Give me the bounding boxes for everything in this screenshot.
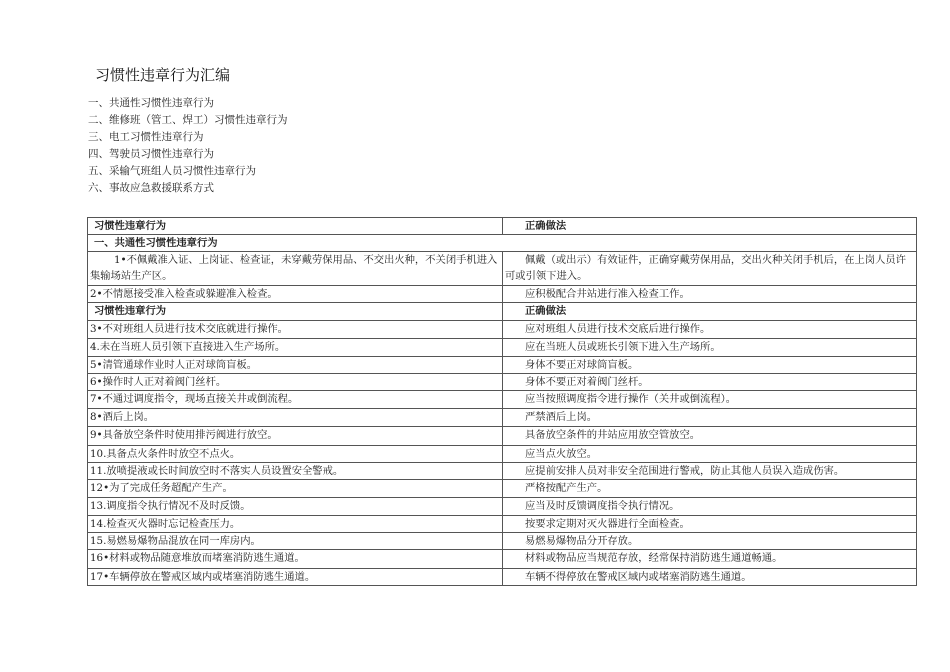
correct-cell: 应对班组人员进行技术交底后进行操作。 [503, 321, 917, 339]
correct-cell: 严格按配产生产。 [503, 480, 917, 498]
header-violation: 习惯性违章行为 [88, 303, 503, 321]
table-row [88, 533, 917, 550]
toc-item: 四、驾驶员习惯性违章行为 [88, 148, 214, 160]
correct-cell: 易燃易爆物品分开存放。 [503, 533, 917, 550]
table-row [88, 446, 917, 463]
violation-cell: 3•不对班组人员进行技术交底就进行操作。 [88, 321, 503, 339]
correct-cell: 具备放空条件的井站应用放空管放空。 [503, 427, 917, 446]
correct-cell: 身体不要正对着阀门丝杆。 [503, 374, 917, 391]
table-row [88, 427, 917, 446]
table-row [88, 569, 917, 586]
correct-cell: 应当点火放空。 [503, 446, 917, 463]
header-violation: 习惯性违章行为 [88, 218, 503, 235]
table-row [88, 463, 917, 480]
violation-cell: 8•酒后上岗。 [88, 409, 503, 427]
section-title: 一、共通性习惯性违章行为 [88, 235, 917, 252]
violation-cell: 9•具备放空条件时使用排污阀进行放空。 [88, 427, 503, 446]
table-row [88, 321, 917, 339]
table-row [88, 391, 917, 409]
violation-cell: 6•操作时人正对着阀门丝杆。 [88, 374, 503, 391]
correct-cell: 身体不要正对球筒盲板。 [503, 357, 917, 374]
correct-cell: 按要求定期对灭火器进行全面检查。 [503, 516, 917, 533]
correct-cell: 车辆不得停放在警戒区域内或堵塞消防逃生通道。 [503, 569, 917, 586]
correct-cell: 材料或物品应当规范存放，经常保持消防逃生通道畅通。 [503, 550, 917, 569]
correct-cell: 严禁酒后上岗。 [503, 409, 917, 427]
header-correct: 正确做法 [503, 218, 917, 235]
toc-item: 六、事故应急救援联系方式 [88, 182, 214, 194]
header-correct: 正确做法 [503, 303, 917, 321]
violation-cell: 15.易燃易爆物品混放在同一库房内。 [88, 533, 503, 550]
table-of-contents [88, 95, 288, 197]
violation-cell: 17•车辆停放在警戒区域内或堵塞消防逃生通道。 [88, 569, 503, 586]
table-row [88, 339, 917, 357]
table-row [88, 252, 917, 286]
toc-item: 三、电工习惯性违章行为 [88, 131, 204, 143]
correct-cell: 应当按照调度指令进行操作（关井或倒流程）。 [503, 391, 917, 409]
violation-cell: 16•材料或物品随意堆放而堵塞消防逃生通道。 [88, 550, 503, 569]
correct-cell: 应当及时反馈调度指令执行情况。 [503, 498, 917, 516]
table-header-row [88, 218, 917, 235]
document-title: 习惯性违章行为汇编 [95, 66, 231, 84]
violation-cell: 5•清管通球作业时人正对球筒盲板。 [88, 357, 503, 374]
table-row [88, 516, 917, 533]
correct-cell: 佩戴（或出示）有效证件，正确穿戴劳保用品，交出火种关闭手机后，在上岗人员许可或引领下进入。 [503, 252, 917, 286]
correct-cell: 应提前安排人员对非安全范围进行警戒，防止其他人员误入造成伤害。 [503, 463, 917, 480]
violation-cell: 7•不通过调度指令，现场直接关井或倒流程。 [88, 391, 503, 409]
correct-cell: 应积极配合井站进行准入检查工作。 [503, 286, 917, 303]
table-row [88, 498, 917, 516]
violation-cell: 14.检查灭火器时忘记检查压力。 [88, 516, 503, 533]
table-row [88, 480, 917, 498]
correct-cell: 应在当班人员或班长引领下进入生产场所。 [503, 339, 917, 357]
violation-cell: 13.调度指令执行情况不及时反馈。 [88, 498, 503, 516]
section-row [88, 235, 917, 252]
toc-item: 五、采输气班组人员习惯性违章行为 [88, 165, 256, 177]
violation-cell: 12•为了完成任务超配产生产。 [88, 480, 503, 498]
table-row [88, 374, 917, 391]
table-row [88, 409, 917, 427]
violations-table [87, 217, 917, 586]
violation-cell: 4.未在当班人员引领下直接进入生产场所。 [88, 339, 503, 357]
violation-cell: 10.具备点火条件时放空不点火。 [88, 446, 503, 463]
violation-cell: 11.放喷提液或长时间放空时不落实人员设置安全警戒。 [88, 463, 503, 480]
table-row [88, 286, 917, 303]
table-row [88, 357, 917, 374]
table-row [88, 550, 917, 569]
table-header-row [88, 303, 917, 321]
violation-cell: 2•不情愿接受准入检查或躲避准入检查。 [88, 286, 503, 303]
toc-item: 二、维修班（管工、焊工）习惯性违章行为 [88, 114, 288, 126]
toc-item: 一、共通性习惯性违章行为 [88, 97, 214, 109]
violation-cell: 1•不佩戴准入证、上岗证、检查证，未穿戴劳保用品、不交出火种，不关闭手机进入集输场站生产区。 [88, 252, 503, 286]
